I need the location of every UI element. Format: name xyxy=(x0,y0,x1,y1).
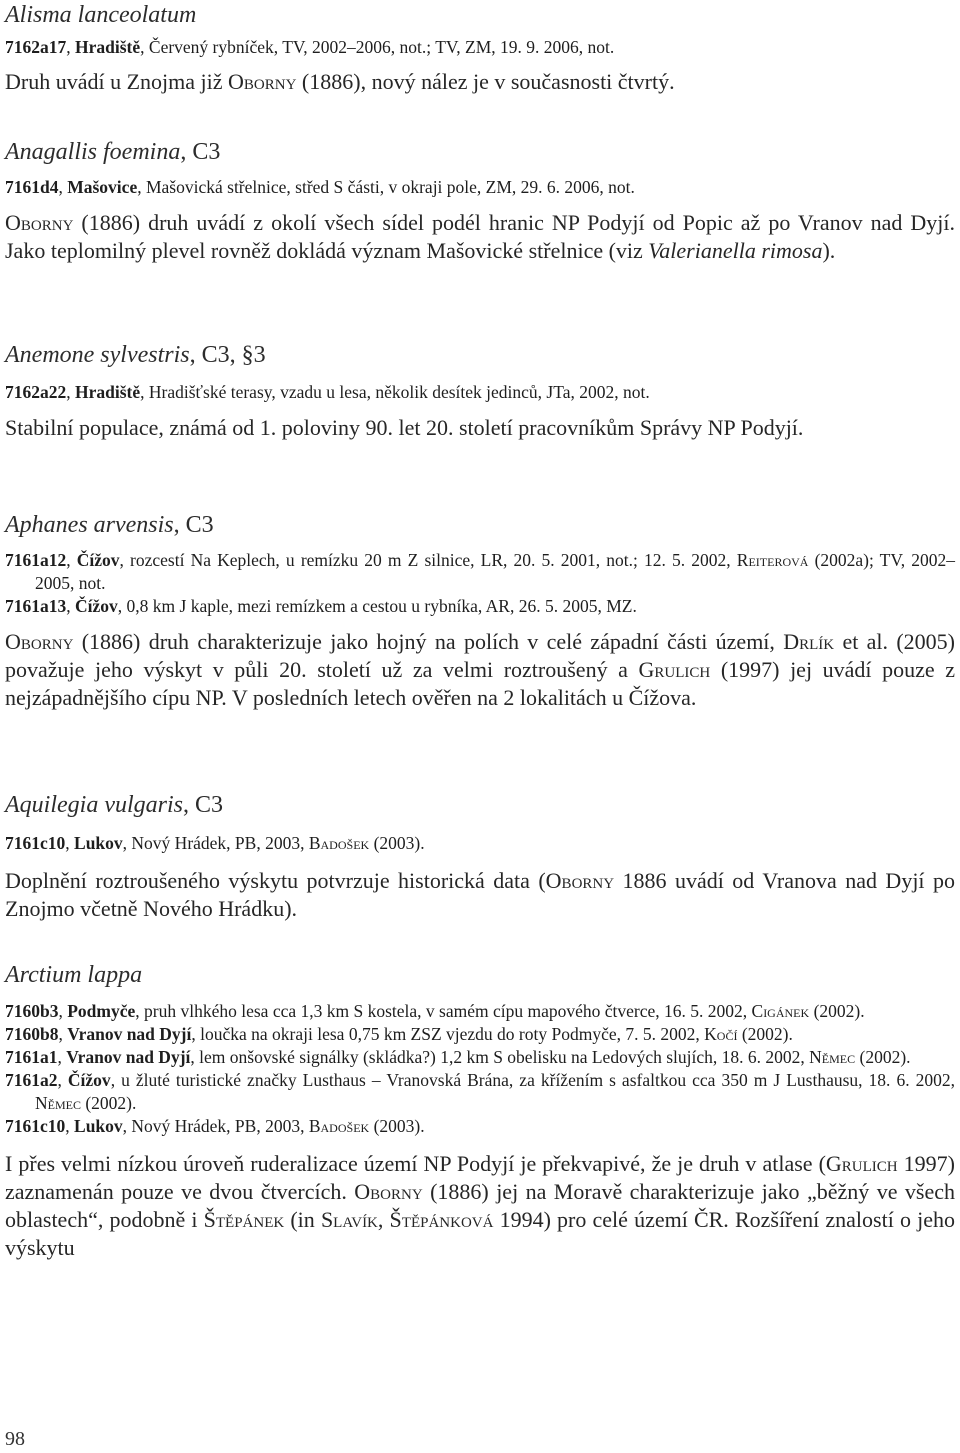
entry-aquilegia xyxy=(5,790,955,923)
note-paragraph: Oborny (1886) druh charakterizuje jako hojný na polích v celé západní části území, Drlík et al. (2005) považuje jeho výskyt v půli 20. století už za velmi roztroušený a Grulich (1997) jej uvádí pouze z nejzápadnějšího cípu NP. V posledních letech ověřen na 2 lokalitách u Čížova. xyxy=(5,629,956,710)
record-line: 7161a12, Čížov, rozcestí Na Keplech, u remízku 20 m Z silnice, LR, 20. 5. 2001, not.; 12. 5. 2002, Reiterová (2002a); TV, 2002–2005, not. xyxy=(5,550,956,593)
entry-arctium xyxy=(5,960,955,1262)
record-line: 7162a22, Hradiště, Hradišťské terasy, vzadu u lesa, několik desítek jedinců, JTa, 2002, not. xyxy=(5,382,650,402)
record-line: 7160b8, Vranov nad Dyjí, loučka na okraji lesa 0,75 km ZSZ vjezdu do roty Podmyče, 7. 5. 2002, Kočí (2002). xyxy=(5,1024,793,1044)
record-line: 7161a13, Čížov, 0,8 km J kaple, mezi remízkem a cestou u rybníka, AR, 26. 5. 2005, MZ. xyxy=(5,596,637,616)
page-number: 98 xyxy=(5,1428,25,1450)
note-paragraph: Stabilní populace, známá od 1. poloviny 90. let 20. století pracovníkům Správy NP Podyjí. xyxy=(5,415,804,440)
record-line: 7161a2, Čížov, u žluté turistické značky Lusthaus – Vranovská Brána, za křížením s asfaltkou cca 350 m J Lusthausu, 18. 6. 2002, Němec (2002). xyxy=(5,1070,955,1113)
note-paragraph: I přes velmi nízkou úroveň ruderalizace území NP Podyjí je překvapivé, že je druh v atlase (Grulich 1997) zaznamenán pouze ve dvou čtvercích. Oborny (1886) jej na Moravě charakterizuje jako „běžný ve všech oblastech“, podobně i Štěpánek (in Slavík, Štěpánková 1994) pro celé území ČR. Rozšíření znalostí o jeho výskytu xyxy=(5,1151,956,1260)
species-heading: Anemone sylvestris, C3, §3 xyxy=(5,342,266,368)
entry-aphanes xyxy=(5,510,955,712)
note-paragraph: Druh uvádí u Znojma již Oborny (1886), nový nález je v současnosti čtvrtý. xyxy=(5,69,675,94)
species-heading: Arctium lappa xyxy=(5,962,143,988)
species-heading: Alisma lanceolatum xyxy=(5,2,197,28)
species-heading: Aquilegia vulgaris, C3 xyxy=(5,792,223,818)
record-line: 7162a17, Hradiště, Červený rybníček, TV, 2002–2006, not.; TV, ZM, 19. 9. 2006, not. xyxy=(5,37,615,57)
note-paragraph: Doplnění roztroušeného výskytu potvrzuje historická data (Oborny 1886 uvádí od Vranova nad Dyjí po Znojmo včetně Nového Hrádku). xyxy=(5,868,955,921)
record-line: 7161c10, Lukov, Nový Hrádek, PB, 2003, Badošek (2003). xyxy=(5,833,425,853)
record-line: 7160b3, Podmyče, pruh vlhkého lesa cca 1,3 km S kostela, v samém cípu mapového čtverce, 16. 5. 2002, Cigánek (2002). xyxy=(5,1001,865,1021)
record-line: 7161d4, Mašovice, Mašovická střelnice, střed S části, v okraji pole, ZM, 29. 6. 2006, not. xyxy=(5,177,635,197)
note-paragraph: Oborny (1886) druh uvádí z okolí všech sídel podél hranic NP Podyjí od Popic až po Vranov nad Dyjí. Jako teplomilný plevel rovněž dokládá význam Mašovické střelnice (viz Valerianella rimosa). xyxy=(5,210,955,263)
species-heading: Aphanes arvensis, C3 xyxy=(5,512,214,538)
entry-anemone xyxy=(5,340,955,442)
record-line: 7161c10, Lukov, Nový Hrádek, PB, 2003, Badošek (2003). xyxy=(5,1116,425,1136)
species-heading: Anagallis foemina, C3 xyxy=(5,139,221,165)
record-line: 7161a1, Vranov nad Dyjí, lem onšovské signálky (skládka?) 1,2 km S obelisku na Ledových slujích, 18. 6. 2002, Němec (2002). xyxy=(5,1047,911,1067)
entry-anagallis xyxy=(5,137,955,265)
entry-alisma xyxy=(5,0,955,96)
